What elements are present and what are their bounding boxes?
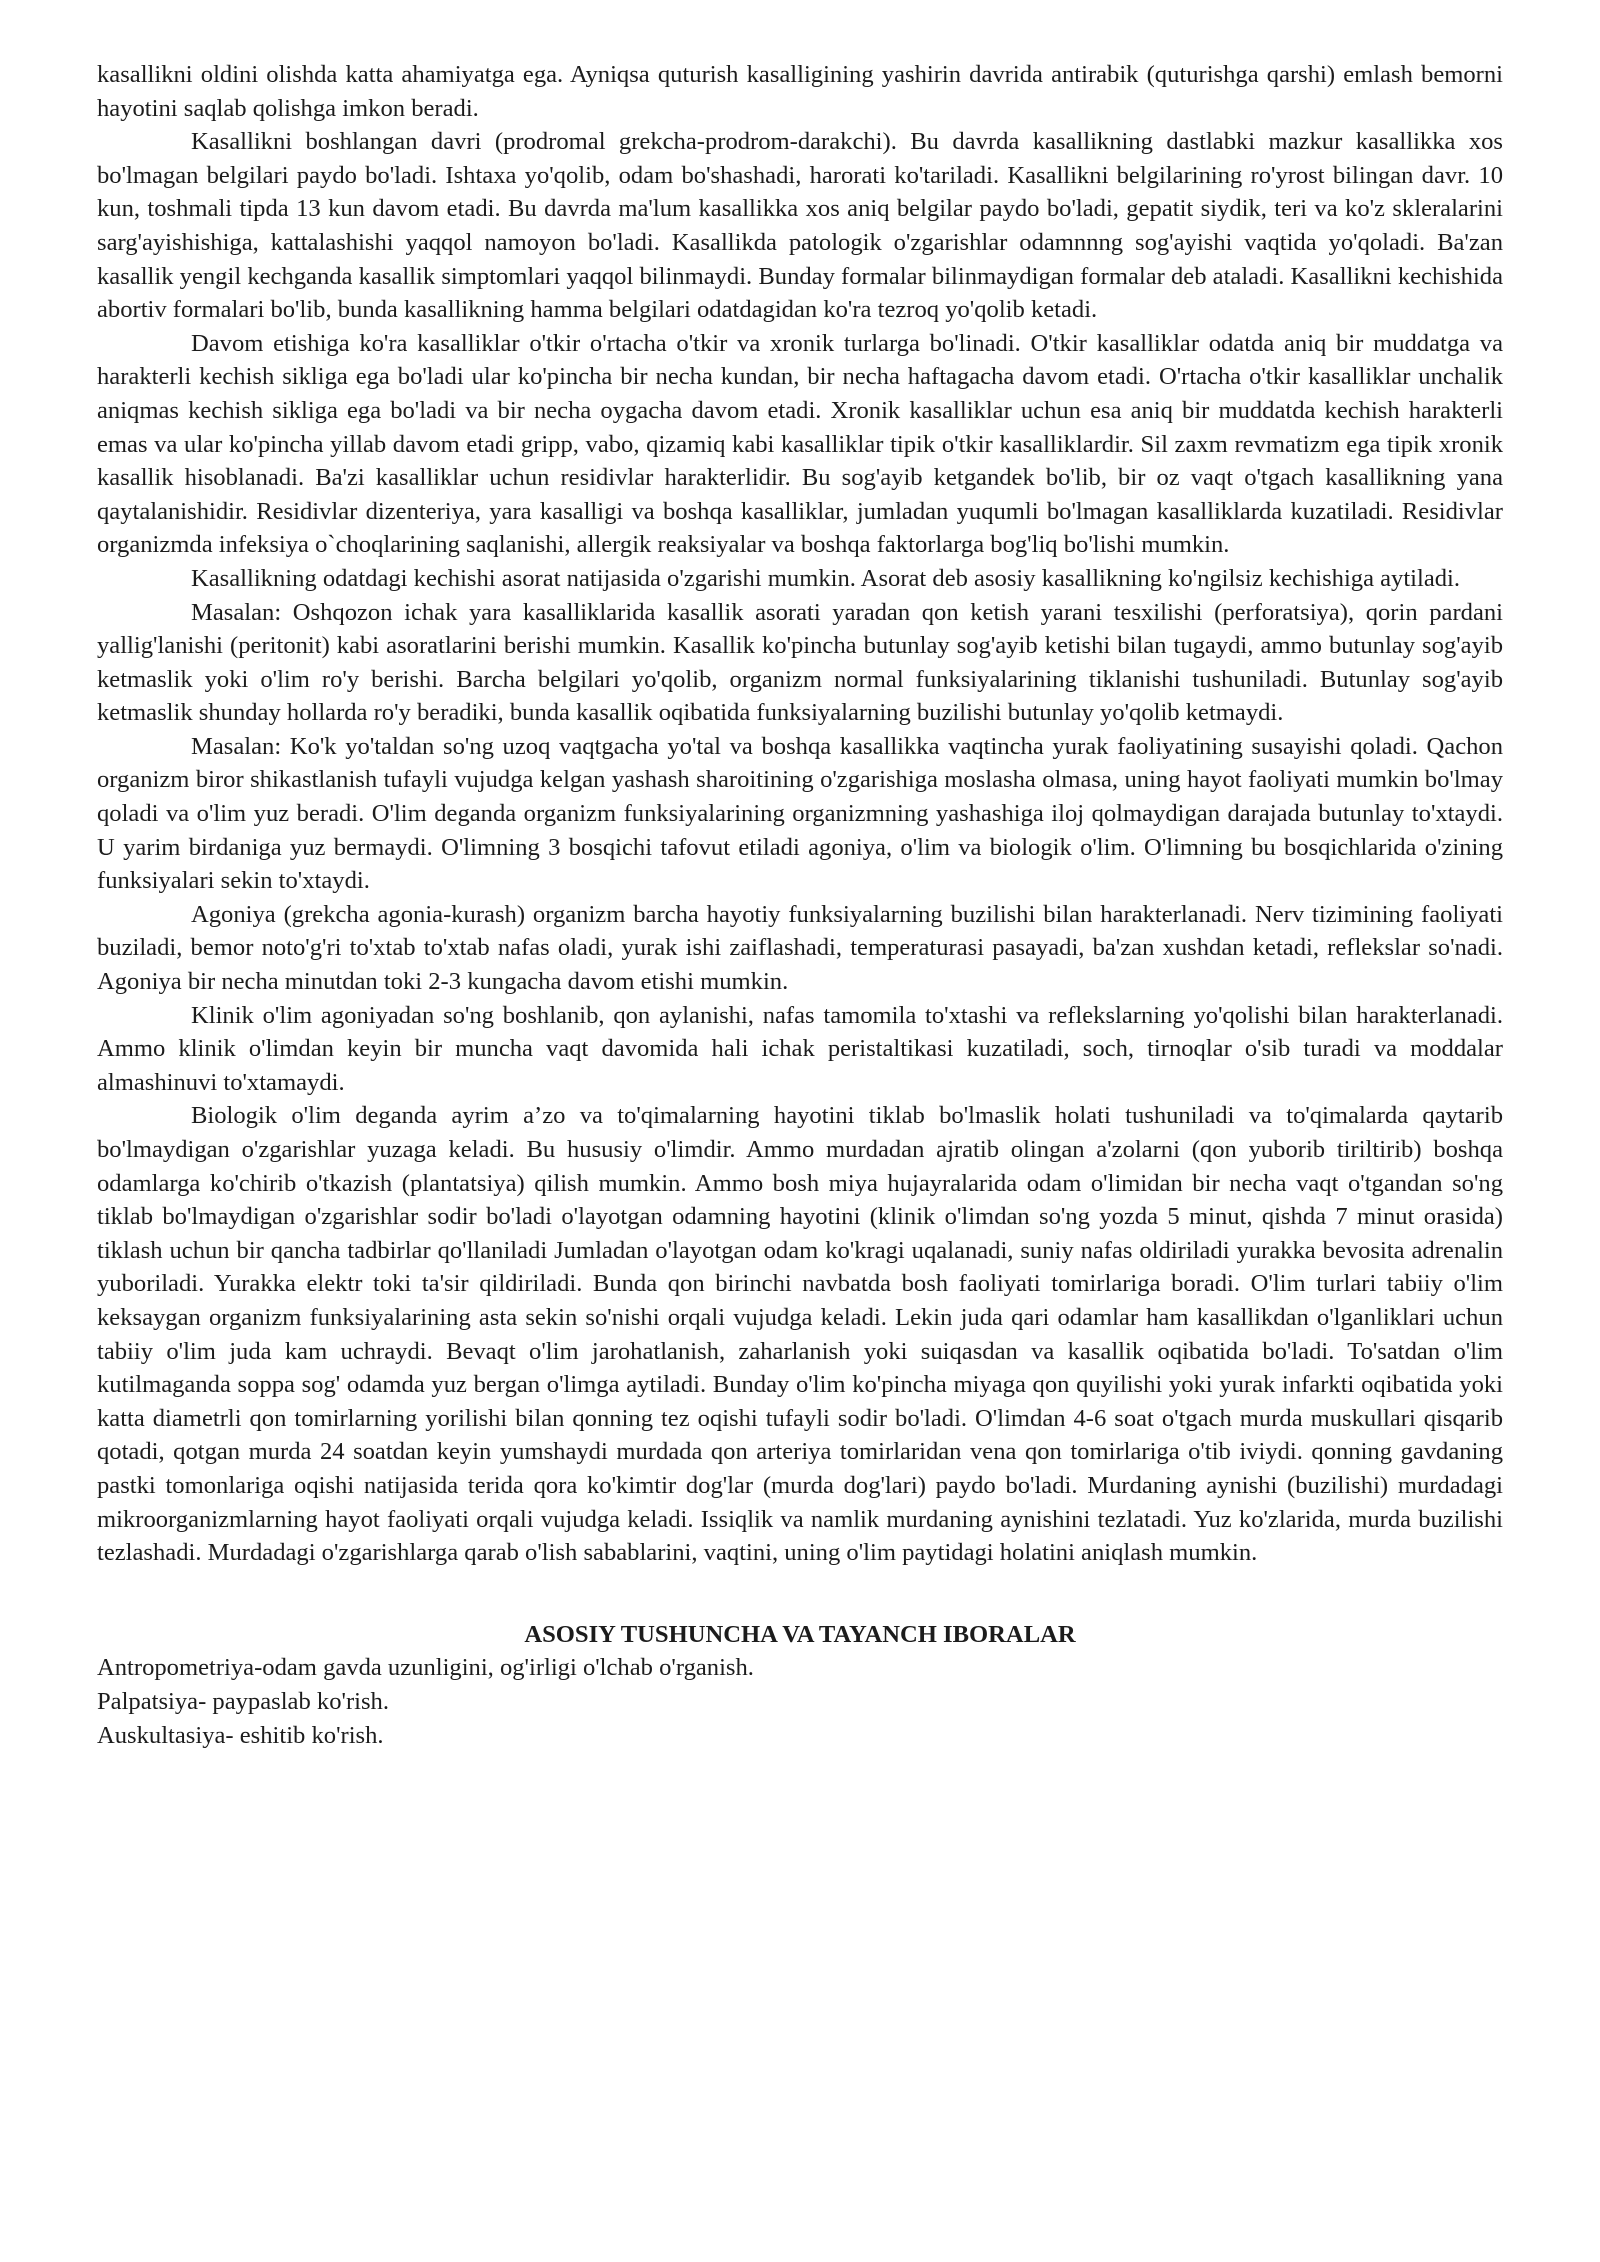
term-item: Auskultasiya- eshitib ko'rish. bbox=[97, 1721, 384, 1749]
paragraph: kasallikni oldini olishda katta ahamiyatga ega. Ayniqsa quturish kasalligining yashirin davrida antirabik (quturishga qarshi) emlash bemorni hayotini saqlab qolishga imkon beradi. bbox=[97, 61, 1503, 122]
paragraph: Biologik o'lim deganda ayrim a’zo va to'qimalarning hayotini tiklab bo'lmaslik holati tushuniladi va to'qimalarda qaytarib bo'lmaydigan o'zgarishlar yuzaga keladi. Bu hususiy o'limdir. Ammo murdadan ajratib olingan a'zolarni (qon yuborib tiriltirib) boshqa odamlarga ko'chirib o'tkazish (plantatsiya) qilish mumkin. Ammo bosh miya hujayralarida odam o'limidan bir necha vaqt o'tgandan so'ng tiklab bo'lmaydigan o'zgarishlar sodir bo'ladi o'layotgan odamning hayotini (klinik o'limdan so'ng yozda 5 minut, qishda 7 minut orasida) tiklash uchun bir qancha tadbirlar qo'llaniladi Jumladan o'layotgan odam ko'kragi uqalanadi, suniy nafas oldiriladi yurakka bevosita adrenalin yuboriladi. Yurakka elektr toki ta'sir qildiriladi. Bunda qon birinchi navbatda bosh faoliyati tomirlariga boradi. O'lim turlari tabiiy o'lim keksaygan organizm funksiyalarining asta sekin so'nishi orqali vujudga keladi. Lekin juda qari odamlar ham kasallikdan o'lganliklari uchun tabiiy o'lim juda kam uchraydi. Bevaqt o'lim jarohatlanish, zaharlanish yoki suiqasdan va kasallik oqibatida bo'ladi. To'satdan o'lim kutilmaganda soppa sog' odamda yuz bergan o'limga aytiladi. Bunday o'lim ko'pincha miyaga qon quyilishi yoki yurak infarkti oqibatida yoki katta diametrli qon tomirlarning yorilishi bilan qonning tez oqishi tufayli sodir bo'ladi. O'limdan 4-6 soat o'tgach murda muskullari qisqarib qotadi, qotgan murda 24 soatdan keyin yumshaydi murdada qon arteriya tomirlaridan vena qon tomirlariga o'tib iviydi. qonning gavdaning pastki tomonlariga oqishi natijasida terida qora ko'kimtir dog'lar (murda dog'lari) paydo bo'ladi. Murdaning aynishi (buzilishi) murdadagi mikroorganizmlarning hayot faoliyati orqali vujudga keladi. Issiqlik va namlik murdaning aynishini tezlatadi. Yuz ko'zlarida, murda buzilishi tezlashadi. Murdadagi o'zgarishlarga qarab o'lish sabablarini, vaqtini, uning o'lim paytidagi holatini aniqlash mumkin. bbox=[97, 1102, 1503, 1567]
term-item: Antropometriya-odam gavda uzunligini, og'irligi o'lchab o'rganish. bbox=[97, 1654, 754, 1682]
paragraph: Masalan: Ko'k yo'taldan so'ng uzoq vaqtgacha yo'tal va boshqa kasallikka vaqtincha yurak faoliyatining susayishi qoladi. Qachon organizm biror shikastlanish tufayli vujudga kelgan yashash sharoitining o'zgarishiga moslasha olmasa, uning hayot faoliyati mumkin bo'lmay qoladi va o'lim yuz beradi. O'lim deganda organizm funksiyalarining organizmning yashashiga iloj qolmaydigan darajada butunlay to'xtaydi. U yarim birdaniga yuz bermaydi. O'limning 3 bosqichi tafovut etiladi agoniya, o'lim va biologik o'lim. O'limning bu bosqichlarida o'zining funksiyalari sekin to'xtaydi. bbox=[97, 732, 1503, 895]
paragraph: Kasallikning odatdagi kechishi asorat natijasida o'zgarishi mumkin. Asorat deb asosiy kasallikning ko'ngilsiz kechishiga aytiladi. bbox=[191, 564, 1461, 592]
terms-list bbox=[97, 1651, 1503, 1752]
body-text bbox=[97, 58, 1503, 1570]
paragraph: Agoniya (grekcha agonia-kurash) organizm barcha hayotiy funksiyalarning buzilishi bilan harakterlanadi. Nerv tizimining faoliyati buziladi, bemor noto'g'ri to'xtab to'xtab nafas oladi, yurak ishi zaiflashadi, temperaturasi pasayadi, ba'zan xushdan ketadi, reflekslar so'nadi. Agoniya bir necha minutdan toki 2-3 kungacha davom etishi mumkin. bbox=[97, 900, 1503, 996]
paragraph: Kasallikni boshlangan davri (prodromal grekcha-prodrom-darakchi). Bu davrda kasallikning dastlabki mazkur kasallikka xos bo'lmagan belgilari paydo bo'ladi. Ishtaxa yo'qolib, odam bo'shashadi, harorati ko'tariladi. Kasallikni belgilarining ro'yrost bilingan davr. 10 kun, toshmali tipda 13 kun davom etadi. Bu davrda ma'lum kasallikka xos aniq belgilar paydo bo'ladi, gepatit siydik, teri va ko'z skleralarini sarg'ayishishiga, kattalashishi yaqqol namoyon bo'ladi. Kasallikda patologik o'zgarishlar odamnnng sog'ayishi vaqtida yo'qoladi. Ba'zan kasallik yengil kechganda kasallik simptomlari yaqqol bilinmaydi. Bunday formalar bilinmaydigan formalar deb ataladi. Kasallikni kechishida abortiv formalari bo'lib, bunda kasallikning hamma belgilari odatdagidan ko'ra tezroq yo'qolib ketadi. bbox=[97, 128, 1503, 324]
term-item: Palpatsiya- paypaslab ko'rish. bbox=[97, 1687, 389, 1715]
section-heading: ASOSIY TUSHUNCHA VA TAYANCH IBORALAR bbox=[524, 1620, 1076, 1648]
document-page bbox=[97, 58, 1503, 1752]
paragraph: Masalan: Oshqozon ichak yara kasalliklarida kasallik asorati yaradan qon ketish yarani tesxilishi (perforatsiya), qorin pardani yallig'lanishi (peritonit) kabi asoratlarini berishi mumkin. Kasallik ko'pincha butunlay sog'ayib ketishi bilan tugaydi, ammo butunlay sog'ayib ketmaslik yoki o'lim ro'y berishi. Barcha belgilari yo'qolib, organizm normal funksiyalarining tiklanishi tushuniladi. Butunlay sog'ayib ketmaslik shunday hollarda ro'y beradiki, bunda kasallik oqibatida funksiyalarning buzilishi butunlay yo'qolib ketmaydi. bbox=[97, 598, 1503, 727]
paragraph: Klinik o'lim agoniyadan so'ng boshlanib, qon aylanishi, nafas tamomila to'xtashi va reflekslarning yo'qolishi bilan harakterlanadi. Ammo klinik o'limdan keyin bir muncha vaqt davomida hali ichak peristaltikasi kuzatiladi, soch, tirnoqlar o'sib turadi va moddalar almashinuvi to'xtamaydi. bbox=[97, 1001, 1503, 1096]
paragraph: Davom etishiga ko'ra kasalliklar o'tkir o'rtacha o'tkir va xronik turlarga bo'linadi. O'tkir kasalliklar odatda aniq bir muddatga va harakterli kechish sikliga ega bo'ladi ular ko'pincha bir necha kundan, bir necha haftagacha davom etadi. O'rtacha o'tkir kasalliklar unchalik aniqmas kechish sikliga ega bo'ladi va bir necha oygacha davom etadi. Xronik kasalliklar uchun esa aniq bir muddatda kechish harakterli emas va ular ko'pincha yillab davom etadi gripp, vabo, qizamiq kabi kasalliklar tipik o'tkir kasalliklardir. Sil zaxm revmatizm ega tipik xronik kasallik hisoblanadi. Ba'zi kasalliklar uchun residivlar harakterlidir. Bu sog'ayib ketgandek bo'lib, bir oz vaqt o'tgach kasallikning yana qaytalanishidir. Residivlar dizenteriya, yara kasalligi va boshqa kasalliklar, jumladan yuqumli bo'lmagan kasalliklarda kuzatiladi. Residivlar organizmda infeksiya o`choqlarining saqlanishi, allergik reaksiyalar va boshqa faktorlarga bog'liq bo'lishi mumkin. bbox=[97, 329, 1503, 559]
